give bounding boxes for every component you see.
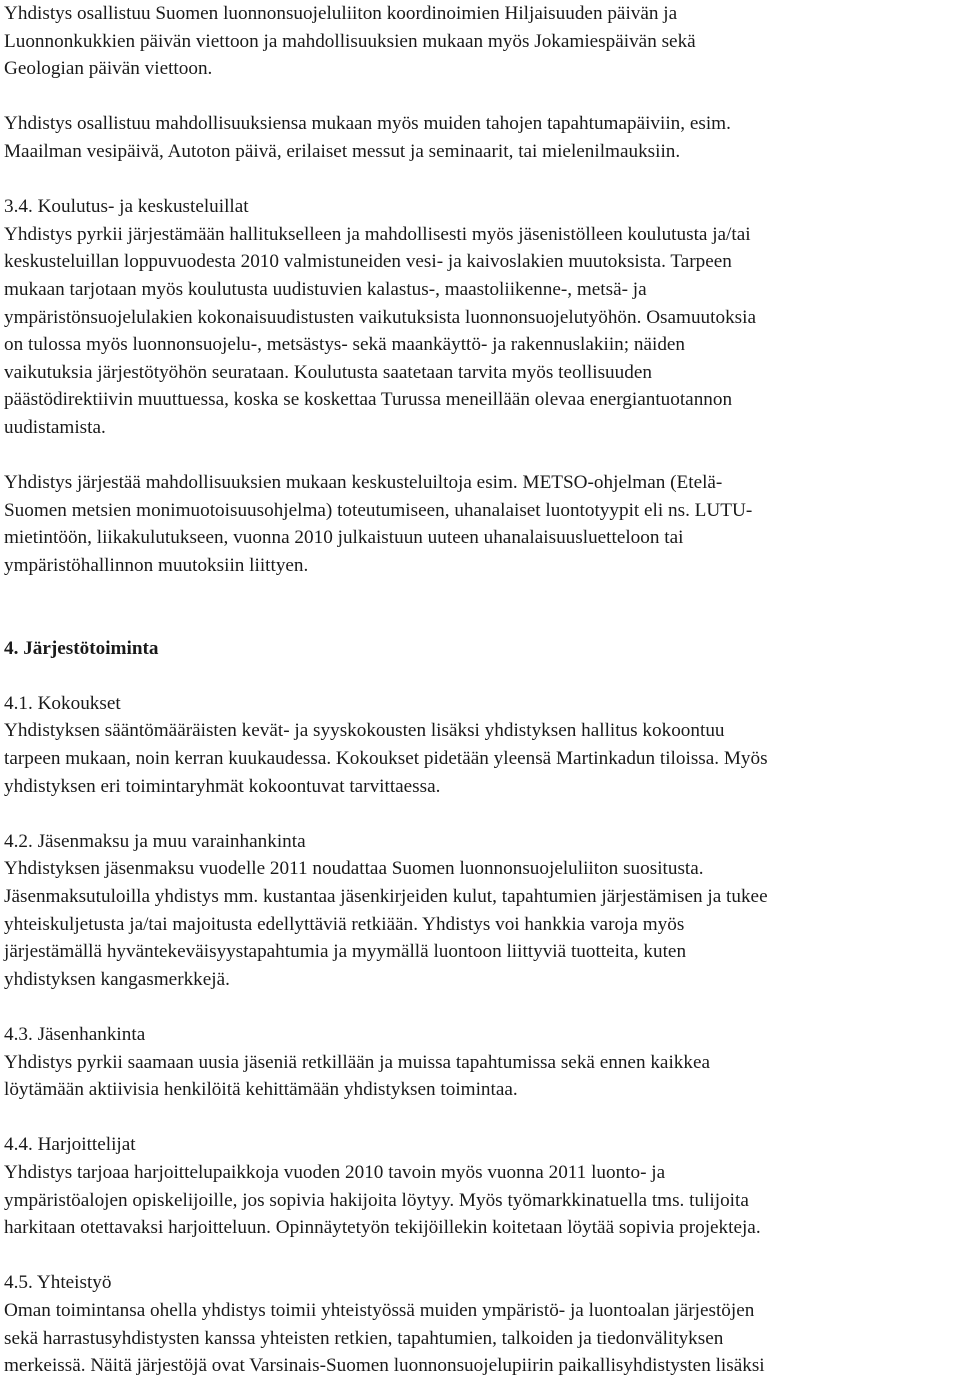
text-line: Yhdistys tarjoaa harjoittelupaikkoja vuoden 2010 tavoin myös vuonna 2011 luonto- ja: [4, 1161, 666, 1183]
text-line: Maailman vesipäivä, Autoton päivä, erilaiset messut ja seminaarit, tai mielenilmauksiin.: [4, 140, 681, 162]
text-line: Yhdistys järjestää mahdollisuuksien mukaan keskusteluiltoja esim. METSO-ohjelman (Etelä-: [4, 472, 723, 494]
document-page: [4, 0, 956, 1380]
text-line: yhteiskuljetusta ja/tai majoitusta edellyttäviä retkiään. Yhdistys voi hankkia varoja myös: [4, 913, 685, 935]
text-line: Yhdistyksen jäsenmaksu vuodelle 2011 noudattaa Suomen luonnonsuojeluliiton suositusta.: [4, 858, 704, 880]
subsection-heading: 3.4. Koulutus- ja keskusteluillat: [4, 196, 249, 218]
paragraph-geology-day: [4, 0, 956, 83]
section-4-1-meetings: [4, 690, 956, 800]
text-line: löytämään aktiivisia henkilöitä kehittämään yhdistyksen toimintaa.: [4, 1079, 518, 1101]
text-line: yhdistyksen kangasmerkkejä.: [4, 968, 230, 990]
section-4-4-trainees: [4, 1131, 956, 1241]
text-line: mietintöön, liikakulutukseen, vuonna 2010 julkaistuun uuteen uhanalaisuusluetteloon tai: [4, 527, 684, 549]
section-4-3-recruitment: [4, 1021, 956, 1104]
text-line: on tulossa myös luonnonsuojelu-, metsästys- sekä maankäyttö- ja rakennuslakiin; näiden: [4, 334, 686, 356]
paragraph-other-events: [4, 110, 956, 165]
text-line: Luonnonkukkien päivän viettoon ja mahdollisuuksien mukaan myös Jokamiespäivän sekä: [4, 30, 696, 52]
text-line: päästödirektiivin muuttuessa, koska se koskettaa Turussa meneillään olevaa energiantuotannon: [4, 389, 733, 411]
text-line: Yhdistys osallistuu mahdollisuuksiensa mukaan myös muiden tahojen tapahtumapäiviin, esim.: [4, 113, 731, 135]
subsection-heading: 4.4. Harjoittelijat: [4, 1134, 136, 1156]
text-line: ympäristöalojen opiskelijoille, jos sopivia hakijoita löytyy. Myös työmarkkinatuella tms. tulijoita: [4, 1189, 749, 1211]
text-line: järjestämällä hyväntekeväisyystapahtumia ja myymällä luontoon liittyviä tuotteita, kuten: [4, 941, 687, 963]
text-line: merkeissä. Näitä järjestöjä ovat Varsinais-Suomen luonnonsuojelupiirin paikallisyhdistysten lisäksi: [4, 1355, 765, 1377]
text-line: yhdistyksen eri toimintaryhmät kokoontuvat tarvittaessa.: [4, 775, 441, 797]
paragraph-discussion-evenings: [4, 469, 956, 579]
text-line: Yhdistys pyrkii järjestämään hallitukselleen ja mahdollisesti myös jäsenistölleen koulutusta ja/tai: [4, 223, 751, 245]
text-line: tarpeen mukaan, noin kerran kuukaudessa. Kokoukset pidetään yleensä Martinkadun tiloissa. Myös: [4, 748, 768, 770]
text-line: mukaan tarjotaan myös koulutusta uudistuvien kalastus-, maastoliikenne-, metsä- ja: [4, 278, 647, 300]
text-line: uudistamista.: [4, 416, 106, 438]
subsection-heading: 4.3. Jäsenhankinta: [4, 1023, 146, 1045]
text-line: Suomen metsien monimuotoisuusohjelma) toteutumiseen, uhanalaiset luontotyypit eli ns. LUTU-: [4, 499, 753, 521]
text-line: harkitaan otettavaksi harjoitteluun. Opinnäytetyön tekijöillekin koitetaan löytää sopivia projekteja.: [4, 1217, 761, 1239]
text-line: ympäristöhallinnon muutoksiin liittyen.: [4, 554, 309, 576]
text-line: ympäristönsuojelulakien kokonaisuudistusten vaikutuksista luonnonsuojelutyöhön. Osamuutoksia: [4, 306, 756, 328]
text-line: sekä harrastusyhdistysten kanssa yhteisten retkien, tapahtumien, talkoiden ja tiedonvälityksen: [4, 1327, 724, 1349]
section-title: 4. Järjestötoiminta: [4, 637, 159, 659]
subsection-heading: 4.2. Jäsenmaksu ja muu varainhankinta: [4, 830, 306, 852]
subsection-heading: 4.5. Yhteistyö: [4, 1272, 112, 1294]
text-line: Jäsenmaksutuloilla yhdistys mm. kustantaa jäsenkirjeiden kulut, tapahtumien järjestämisen ja tukee: [4, 886, 768, 907]
section-3-4-training: [4, 193, 956, 441]
text-line: vaikutuksia järjestötyöhön seurataan. Koulutusta saatetaan tarvita myös teollisuuden: [4, 361, 652, 383]
subsection-heading: 4.1. Kokoukset: [4, 692, 121, 714]
section-4-2-membership-fee: [4, 828, 956, 994]
text-line: Geologian päivän viettoon.: [4, 58, 213, 80]
text-line: Yhdistyksen sääntömääräisten kevät- ja syyskokousten lisäksi yhdistyksen hallitus kokoontuu: [4, 720, 725, 742]
text-line: Yhdistys osallistuu Suomen luonnonsuojeluliiton koordinoimien Hiljaisuuden päivän ja: [4, 3, 678, 24]
text-line: Oman toimintansa ohella yhdistys toimii yhteistyössä muiden ympäristö- ja luontoalan järjestöjen: [4, 1299, 755, 1321]
section-4-5-cooperation: [4, 1269, 956, 1379]
text-line: Yhdistys pyrkii saamaan uusia jäseniä retkillään ja muissa tapahtumissa sekä ennen kaikkea: [4, 1051, 711, 1073]
text-line: keskusteluillan loppuvuodesta 2010 valmistuneiden vesi- ja kaivoslakien muutoksista. Tarpeen: [4, 251, 732, 273]
